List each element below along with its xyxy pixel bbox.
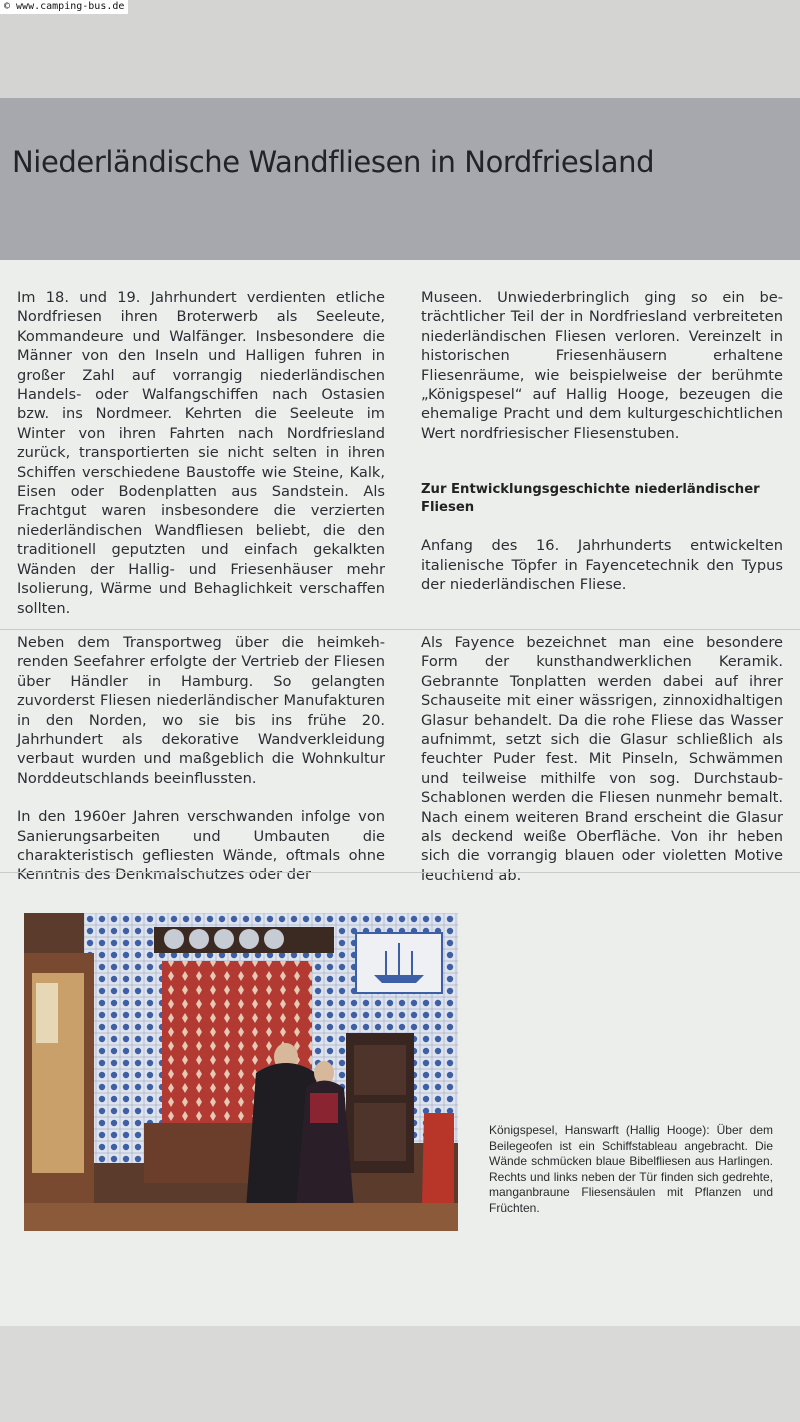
section-divider-lower <box>0 872 800 873</box>
interior-painting-image <box>24 913 458 1231</box>
section-heading: Zur Entwicklungsgeschichte niederländischer Fliesen <box>421 482 760 516</box>
wall-background-bottom <box>0 1326 800 1422</box>
title-banner <box>0 98 800 260</box>
painting-koenigspesel <box>24 913 458 1231</box>
paragraph-1960s: In den 1960er Jahren verschwanden infolge von Sanierungsarbeiten und Umbauten die charakteristisch gefliesten Wände, oftmals ohne Kenntnis des Denkmalschutzes oder der <box>17 808 385 884</box>
watermark: © www.camping-bus.de <box>0 0 128 14</box>
info-board <box>0 98 800 1326</box>
right-column-top <box>421 288 783 594</box>
wall-background-top <box>0 0 800 100</box>
page-title: Niederländische Wandfliesen in Nordfriesland <box>12 145 655 179</box>
paragraph-museums: Museen. Unwiederbringlich ging so ein beträchtlicher Teil der in Nordfriesland verbreiteten niederländischen Fliesen verloren. Vereinzelt in historischen Friesenhäusern erhaltene Fliesenräume, wie beispielweise der berühmte „Königspesel“ auf Hallig Hooge, bezeugen die ehemalige Pracht und dem kulturgeschichtlichen Wert nordfriesischer Fliesenstuben. <box>421 289 783 442</box>
left-column-top <box>17 288 385 618</box>
painting-caption: Königspesel, Hanswarft (Hallig Hooge): Über dem Beilegeofen ist ein Schiffstableau angebracht. Die Wände schmücken blaue Bibelfliesen aus Harlingen. Rechts und links neben der Tür finden sich gedrehte, manganbraune Fliesensäulen mit Pflanzen und Früchten. <box>489 1123 773 1215</box>
paragraph-fayence: Als Fayence bezeichnet man eine besondere Form der kunsthandwerklichen Keramik. Gebrannte Tonplatten werden dabei auf ihrer Schauseite mit einer wässrigen, zinnoxidhaltigen Glasur behandelt. Da die rohe Fliese das Wasser aufnimmt, setzt sich die Glasur schließlich als feuchter Puder fest. Mit Pinseln, Schwämmen und teilweise mithilfe von sog. Durchstaub-Schablonen werden die Fliesen nunmehr bemalt. Nach einem weiteren Brand erscheint die Glasur als deckend weiße Oberfläche. Von ihr heben sich die vorrangig blauen oder violetten Motive leuchtend ab. <box>421 634 783 884</box>
right-column-bottom <box>421 633 783 885</box>
paragraph-origin: Anfang des 16. Jahrhunderts entwickelten italienische Töpfer in Fayencetechnik den Typus der niederländischen Fliese. <box>421 537 783 594</box>
left-column-bottom <box>17 633 385 885</box>
paragraph-intro: Im 18. und 19. Jahrhundert verdienten etliche Nordfriesen ihren Broterwerb als Seeleute, Kommandeure und Walfänger. Insbesondere die Männer von den Inseln und Halligen fuhren in großer Zahl auf vorrangig niederländischen Handels- oder Walfangschiffen nach Ostasien bzw. ins Nordmeer. Kehrten die Seeleute im Winter von ihren Fahrten nach Nordfriesland zurück, transportierten sie nicht selten in ihren Schiffen verschiedene Baustoffe wie Steine, Kalk, Eisen oder Bodenplatten aus Sandstein. Als Frachtgut waren insbesondere die verzierten niederländischen Wandfliesen beliebt, die den traditionell geputzten und einfach gekalkten Wänden der Hallig- und Friesenhäuser mehr Isolierung, Wärme und Behaglichkeit verschaffen sollten. <box>17 289 385 617</box>
section-divider <box>0 629 800 630</box>
paragraph-transport: Neben dem Transportweg über die heimkehrenden Seefahrer erfolgte der Vertrieb der Fliesen über Händler in Hamburg. So gelangten zuvorderst Fliesen niederländischer Manufakturen in den Norden, wo sie bis ins frühe 20. Jahrhundert als dekorative Wandverkleidung verbaut wurden und maßgeblich die Wohnkultur Norddeutschlands beeinflussten. <box>17 634 385 787</box>
